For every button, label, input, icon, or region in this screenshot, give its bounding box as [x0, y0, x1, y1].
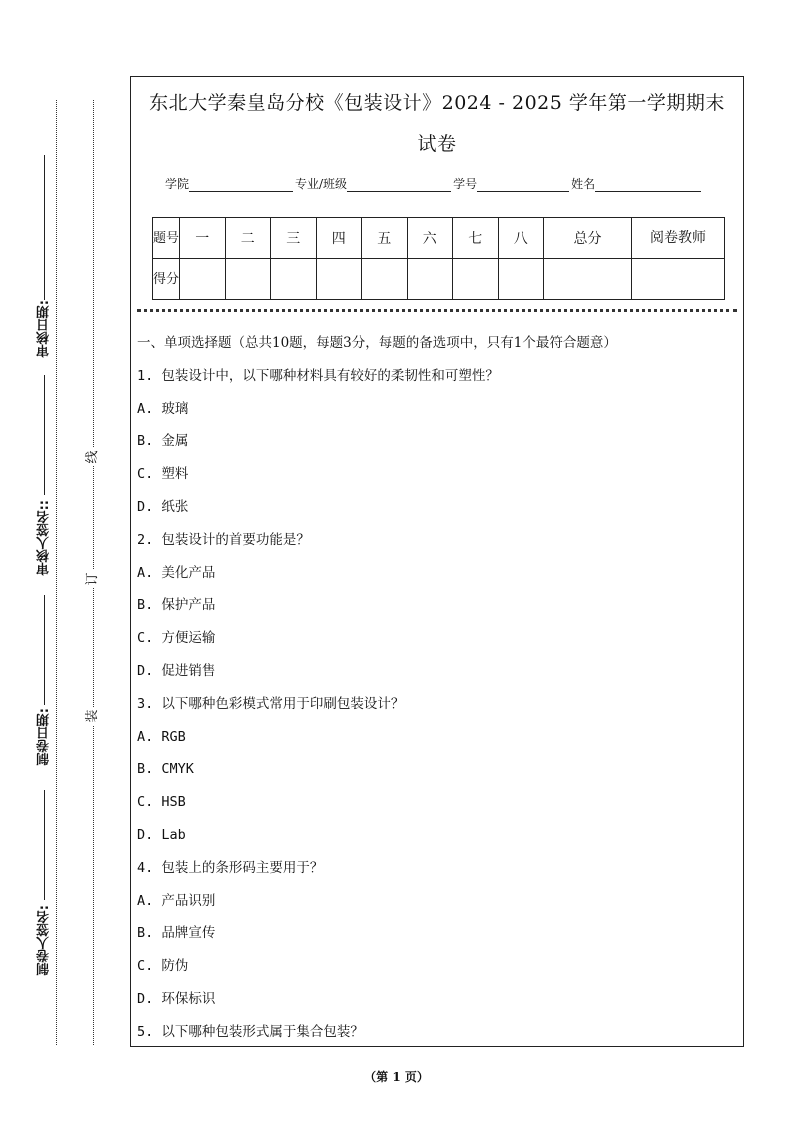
option-line: B. 保护产品: [137, 597, 216, 614]
info-blank-student-id[interactable]: [477, 179, 569, 192]
page-number: （第 1 页）: [364, 1070, 429, 1084]
option-line: B. 品牌宣传: [137, 925, 216, 942]
prepare-date-rule: [44, 595, 45, 705]
option-line: B. 金属: [137, 433, 189, 450]
score-cell[interactable]: [362, 259, 408, 300]
binding-dotted-line-outer: [56, 100, 57, 1045]
option-line: C. 塑料: [137, 466, 189, 483]
exam-title-line2: 试卷: [417, 133, 457, 155]
option-line: B. CMYK: [137, 761, 194, 778]
score-cell[interactable]: [407, 259, 453, 300]
binding-mark-staple: 订: [82, 570, 104, 588]
score-row2-label: 得分: [153, 259, 180, 300]
option-line: D. 纸张: [137, 498, 189, 515]
binding-mark-bind: 装: [82, 707, 104, 725]
score-row1-label: 题号: [153, 218, 180, 259]
question-2: 2. 包装设计的首要功能是？: [137, 531, 310, 548]
option-line: A. 玻璃: [137, 400, 189, 417]
exam-frame: [130, 76, 744, 1047]
question-1: 1. 包装设计中，以下哪种材料具有较好的柔韧性和可塑性？: [137, 367, 499, 384]
score-cell[interactable]: [225, 259, 271, 300]
binding-mark-line: 线: [82, 448, 104, 466]
option-line: C. HSB: [137, 794, 186, 811]
student-info-row: [165, 175, 703, 192]
score-table-header-row: [153, 218, 725, 259]
option-line: A. RGB: [137, 728, 186, 745]
preparer-signature-rule: [44, 790, 45, 900]
score-col-5: 五: [362, 218, 408, 259]
question-3: 3. 以下哪种色彩模式常用于印刷包装设计？: [137, 695, 405, 712]
score-col-total: 总分: [544, 218, 632, 259]
score-cell[interactable]: [271, 259, 317, 300]
info-label-college: 学院: [165, 177, 190, 191]
option-line: C. 防伪: [137, 958, 189, 975]
preparer-signature-label: 制卷人签名:: [37, 905, 52, 976]
review-date-rule: [44, 155, 45, 300]
info-label-student-id: 学号: [453, 177, 478, 191]
section-separator: [137, 309, 737, 312]
question-list: [137, 332, 737, 1054]
score-col-2: 二: [225, 218, 271, 259]
score-table: [152, 217, 725, 300]
score-col-4: 四: [316, 218, 362, 259]
option-line: A. 美化产品: [137, 564, 216, 581]
section-heading: 一、单项选择题（总共10题，每题3分，每题的备选项中，只有1个最符合题意）: [137, 335, 617, 351]
option-line: D. 环保标识: [137, 990, 216, 1007]
score-cell[interactable]: [632, 259, 725, 300]
question-4: 4. 包装上的条形码主要用于？: [137, 859, 324, 876]
score-cell[interactable]: [544, 259, 632, 300]
info-blank-major-class[interactable]: [347, 179, 451, 192]
option-line: D. Lab: [137, 826, 186, 843]
option-line: C. 方便运输: [137, 630, 216, 647]
score-cell[interactable]: [180, 259, 226, 300]
score-col-7: 七: [453, 218, 499, 259]
score-table-score-row: [153, 259, 725, 300]
info-label-major-class: 专业/班级: [295, 177, 348, 191]
reviewer-signature-rule: [44, 375, 45, 495]
option-line: D. 促进销售: [137, 662, 216, 679]
exam-title-line1: 东北大学秦皇岛分校《包装设计》2024 - 2025 学年第一学期期末: [149, 92, 725, 114]
option-line: A. 产品识别: [137, 892, 216, 909]
score-cell[interactable]: [498, 259, 544, 300]
score-cell[interactable]: [453, 259, 499, 300]
question-5: 5. 以下哪种包装形式属于集合包装？: [137, 1023, 364, 1040]
info-blank-name[interactable]: [595, 179, 701, 192]
score-cell[interactable]: [316, 259, 362, 300]
score-col-3: 三: [271, 218, 317, 259]
score-col-grader: 阅卷教师: [632, 218, 725, 259]
review-date-label: 审核日期:: [37, 300, 52, 358]
score-col-8: 八: [498, 218, 544, 259]
info-blank-college[interactable]: [189, 179, 293, 192]
info-label-name: 姓名: [571, 177, 596, 191]
reviewer-signature-label: 审核人签名::: [37, 500, 52, 576]
score-col-6: 六: [407, 218, 453, 259]
prepare-date-label: 制卷日期:: [37, 708, 52, 766]
score-col-1: 一: [180, 218, 226, 259]
